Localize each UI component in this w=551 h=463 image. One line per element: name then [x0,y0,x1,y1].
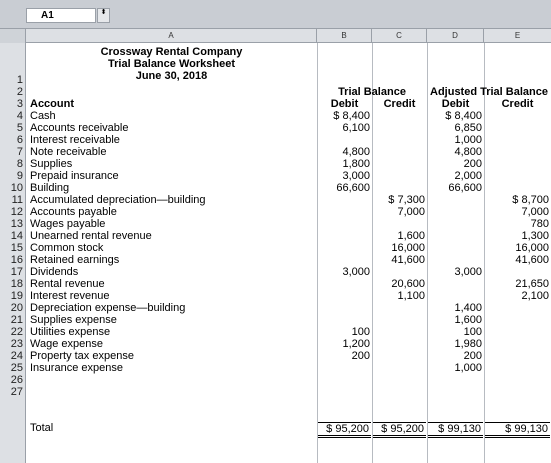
account-name: Depreciation expense—building [30,302,186,314]
row-header[interactable]: 12 [10,206,23,218]
row-header[interactable]: 1 [16,74,23,86]
row-header[interactable]: 20 [10,302,23,314]
row-header[interactable]: 7 [16,146,23,158]
tb-debit-value: $ 8,400 [333,110,370,122]
tb-credit-value: 41,600 [391,254,425,266]
tb-debit-value: 100 [351,326,370,338]
column-header-e[interactable]: E [514,31,521,40]
row-header[interactable]: 22 [10,326,23,338]
atb-debit-value: 4,800 [454,146,482,158]
row-header[interactable]: 25 [10,362,23,374]
tb-debit-value: 3,000 [342,170,370,182]
atb-credit-value: 41,600 [515,254,549,266]
account-name: Supplies expense [30,314,117,326]
atb-credit-value: 16,000 [515,242,549,254]
account-name: Accounts payable [30,206,117,218]
atb-credit-value: 2,100 [521,290,549,302]
tb-debit-header: Debit [330,98,359,110]
row-header[interactable]: 2 [16,86,23,98]
row-header[interactable]: 10 [10,182,23,194]
row-header[interactable]: 16 [10,254,23,266]
account-name: Supplies [30,158,73,170]
account-header: Account [30,98,74,110]
atb-debit-value: 1,600 [454,314,482,326]
row-header[interactable]: 15 [10,242,23,254]
row-header[interactable]: 5 [16,122,23,134]
date-title: June 30, 2018 [135,70,208,82]
name-box-dropdown-icon[interactable]: ⬍ [97,8,110,23]
account-name: Wages payable [30,218,106,230]
column-header-b[interactable]: B [317,29,372,43]
row-header[interactable]: 24 [10,350,23,362]
row-header[interactable]: 11 [11,194,23,206]
row-header[interactable]: 14 [10,230,23,242]
atb-debit-value: 1,400 [454,302,482,314]
column-header-d[interactable]: D [427,29,484,43]
tb-debit-value: 3,000 [342,266,370,278]
account-name: Retained earnings [30,254,120,266]
account-name: Note receivable [30,146,107,158]
select-all-corner[interactable] [0,29,26,43]
tb-debit-value: 6,100 [342,122,370,134]
row-header[interactable]: 19 [10,290,23,302]
atb-debit-value: 100 [463,326,482,338]
atb-debit-value: 1,000 [454,362,482,374]
atb-credit-value: 780 [530,218,549,230]
total-label: Total [30,422,54,434]
tb-credit-value: 1,100 [397,290,425,302]
company-title: Crossway Rental Company [100,46,243,58]
row-header[interactable]: 4 [16,110,23,122]
account-name: Unearned rental revenue [30,230,152,242]
column-header-c[interactable]: C [372,29,427,43]
adjusted-trial-balance-header: Adjusted Trial Balance [430,86,548,98]
account-name: Interest revenue [30,290,110,302]
account-name: Property tax expense [30,350,134,362]
atb-credit-header: Credit [501,98,534,110]
row-header[interactable]: 9 [16,170,23,182]
atb-debit-value: 66,600 [448,182,482,194]
atb-debit-value: 1,980 [454,338,482,350]
tb-debit-value: 1,200 [342,338,370,350]
atb-credit-value: 21,650 [515,278,549,290]
tb-credit-total: $ 95,200 [373,422,426,438]
account-name: Wage expense [30,338,103,350]
tb-debit-value: 4,800 [342,146,370,158]
tb-credit-value: 1,600 [397,230,425,242]
row-header[interactable]: 8 [16,158,23,170]
atb-debit-value: 2,000 [454,170,482,182]
row-header[interactable]: 21 [10,314,23,326]
formula-bar [0,0,551,29]
atb-debit-value: 6,850 [454,122,482,134]
row-header[interactable]: 6 [16,134,23,146]
atb-debit-value: 200 [463,350,482,362]
account-name: Utilities expense [30,326,111,338]
account-name: Common stock [30,242,104,254]
account-name: Insurance expense [30,362,123,374]
row-header[interactable]: 17 [10,266,23,278]
sheet-title: Trial Balance Worksheet [108,58,235,70]
atb-debit-value: $ 8,400 [445,110,482,122]
atb-debit-total: $ 99,130 [428,422,483,438]
row-header[interactable]: 26 [10,374,23,386]
account-name: Accumulated depreciation—building [30,194,206,206]
account-name: Dividends [30,266,79,278]
tb-debit-value: 1,800 [342,158,370,170]
row-header[interactable]: 23 [10,338,23,350]
tb-credit-value: 20,600 [391,278,425,290]
atb-debit-value: 1,000 [454,134,482,146]
atb-debit-header: Debit [441,98,470,110]
account-name: Interest receivable [30,134,120,146]
row-header[interactable]: 3 [16,98,23,110]
column-header-row [0,29,551,43]
tb-credit-value: 7,000 [397,206,425,218]
tb-debit-total: $ 95,200 [318,422,371,438]
atb-credit-value: $ 8,700 [512,194,549,206]
tb-debit-value: 200 [351,350,370,362]
tb-debit-value: 66,600 [336,182,370,194]
atb-credit-value: 1,300 [521,230,549,242]
column-header-a[interactable]: A [26,29,317,43]
row-header[interactable]: 18 [10,278,23,290]
trial-balance-header: Trial Balance [338,86,406,98]
worksheet-grid [26,43,551,463]
atb-debit-value: 200 [463,158,482,170]
tb-credit-header: Credit [383,98,416,110]
row-header-column [0,43,26,463]
account-name: Prepaid insurance [30,170,119,182]
row-header[interactable]: 27 [10,386,23,398]
account-name: Cash [30,110,56,122]
tb-credit-value: 16,000 [391,242,425,254]
row-header[interactable]: 13 [10,218,23,230]
atb-debit-value: 3,000 [454,266,482,278]
name-box[interactable]: A1 [26,8,96,23]
account-name: Accounts receivable [30,122,129,134]
account-name: Building [30,182,70,194]
atb-credit-total: $ 99,130 [485,422,550,438]
atb-credit-value: 7,000 [521,206,549,218]
tb-credit-value: $ 7,300 [388,194,425,206]
account-name: Rental revenue [30,278,105,290]
